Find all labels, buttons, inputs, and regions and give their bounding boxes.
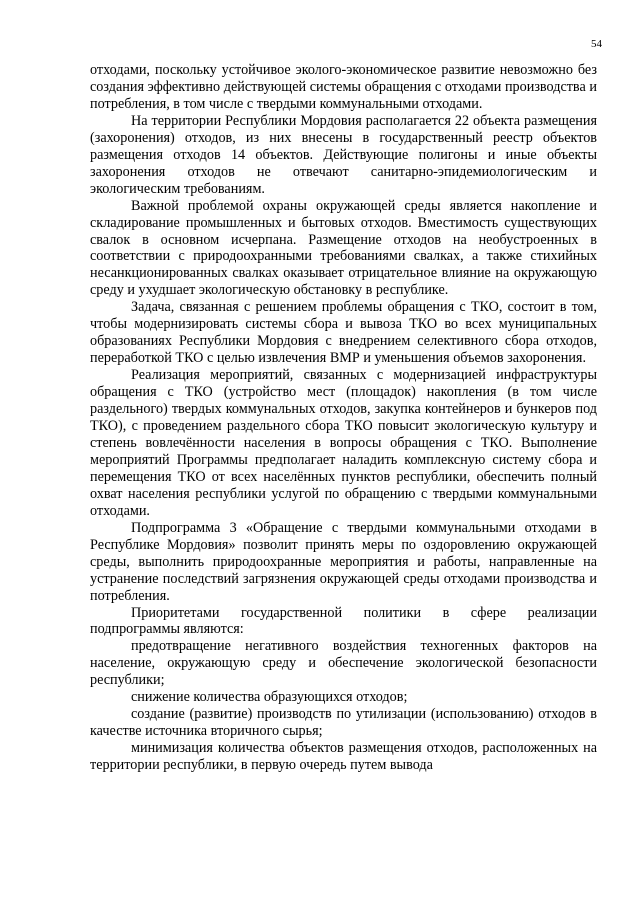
paragraph: На территории Республики Мордовия располагается 22 объекта размещения (захоронения) отходов, из них внесены в государственный реестр объектов размещения отходов 14 объектов. Действующие полигоны и иные объекты захоронения отходов не отвечают санитарно-эпидемиологическим и экологическим требованиям.: [90, 112, 597, 197]
page-number: 54: [591, 38, 602, 50]
body-text: [90, 62, 597, 774]
paragraph: Важной проблемой охраны окружающей среды является накопление и складирование промышленных и бытовых отходов. Вместимость существующих свалок в основном исчерпана. Размещение отходов на необустроенных в соответствии с природоохранными требованиями свалках, а также стихийных несанкционированных свалках оказывает отрицательное влияние на окружающую среду и ухудшает экологическую обстановку в республике.: [90, 197, 597, 299]
paragraph: Реализация мероприятий, связанных с модернизацией инфраструктуры обращения с ТКО (устройство мест (площадок) накопления (в том числе раздельного) твердых коммунальных отходов, закупка контейнеров и бункеров под ТКО), с проведением раздельного сбора ТКО повысит экологическую культуру и степень вовлечённости населения в вопросы обращения с ТКО. Выполнение мероприятий Программы предполагает наладить комплексную систему сбора и перемещения ТКО от всех населённых пунктов республики, обеспечить полный охват населения республики услугой по обращению с твердыми коммунальными отходами.: [90, 367, 597, 519]
list-item-paragraph: минимизация количества объектов размещения отходов, расположенных на территории республики, в первую очередь путем вывода: [90, 740, 597, 774]
paragraph: отходами, поскольку устойчивое эколого-экономическое развитие невозможно без создания эффективно действующей системы обращения с отходами производства и потребления, в том числе с твердыми коммунальными отходами.: [90, 62, 597, 112]
paragraph: Задача, связанная с решением проблемы обращения с ТКО, состоит в том, чтобы модернизировать системы сбора и вывоза ТКО во всех муниципальных образованиях Республики Мордовия с внедрением селективного сбора отходов, переработкой ТКО с целью извлечения ВМР и уменьшения объемов захоронения.: [90, 299, 597, 367]
list-item-paragraph: создание (развитие) производств по утилизации (использованию) отходов в качестве источника вторичного сырья;: [90, 706, 597, 740]
list-item-paragraph: предотвращение негативного воздействия техногенных факторов на население, окружающую среду и обеспечение экологической безопасности республики;: [90, 638, 597, 689]
paragraph: Подпрограмма 3 «Обращение с твердыми коммунальными отходами в Республике Мордовия» позволит принять меры по оздоровлению окружающей среды, выполнить природоохранные мероприятия и работы, направленные на устранение последствий загрязнения окружающей среды отходами производства и потребления.: [90, 519, 597, 604]
paragraph: Приоритетами государственной политики в сфере реализации подпрограммы являются:: [90, 604, 597, 638]
list-item-paragraph: снижение количества образующихся отходов;: [131, 689, 408, 706]
